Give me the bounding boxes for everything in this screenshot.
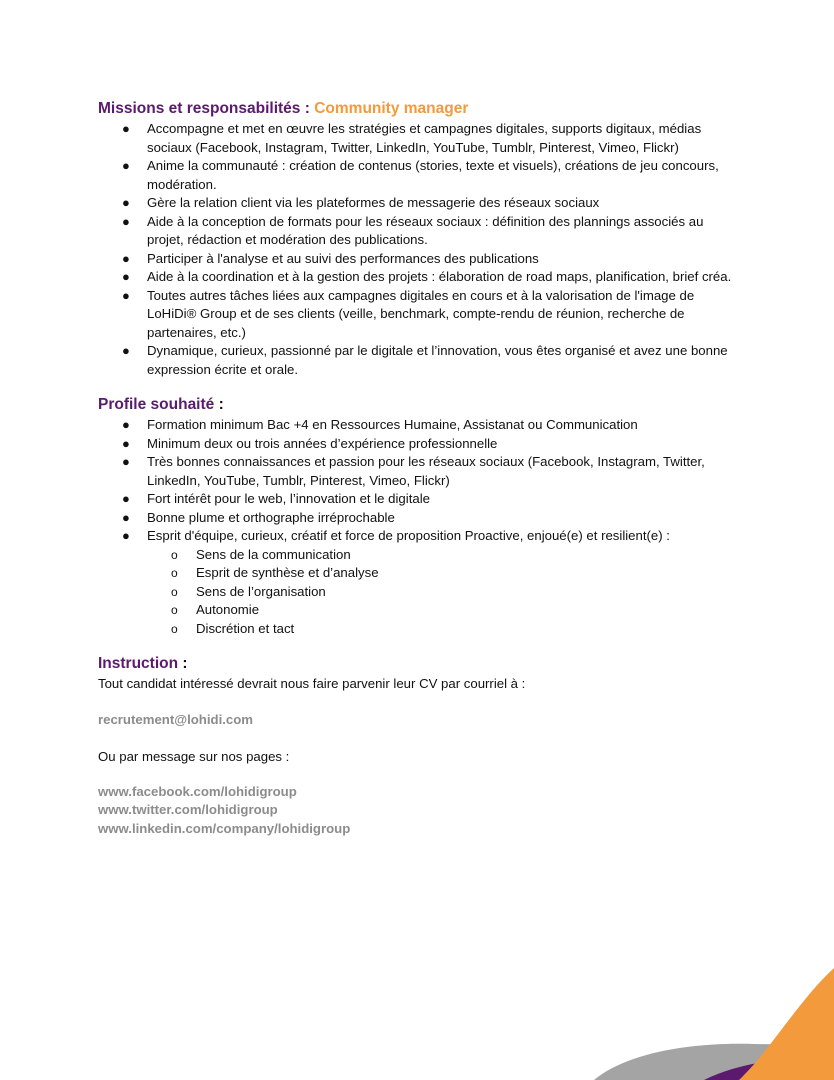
list-item: ● Toutes autres tâches liées aux campagnes digitales en cours et à la valorisation de l'image de LoHiDi® Group et de ses clients (veille, benchmark, compte-rendu de réunion, recherche de partenaires, etc.) [122,287,695,340]
list-item: ● Dynamique, curieux, passionné par le digitale et l’innovation, vous êtes organisé et avez une bonne expression écrite et orale. [122,343,728,377]
bullet-icon: ● [122,195,130,210]
bullet-icon: ● [122,121,130,136]
list-item: ● Participer à l'analyse et au suivi des performances des publications [98,250,738,269]
facebook-link[interactable]: www.facebook.com/lohidigroup [98,783,297,799]
list-item: ● Très bonnes connaissances et passion pour les réseaux sociaux (Facebook, Instagram, Twitter, LinkedIn, YouTube, Tumblr, Pinterest, Vimeo, Flickr) [122,454,705,488]
profile-heading-colon: : [214,396,224,413]
profile-heading [98,394,738,416]
bullet-icon: ● [122,528,130,543]
email-link[interactable]: recrutement@lohidi.com [98,711,254,727]
bullet-icon: ● [122,435,130,451]
circle-bullet-icon: o [171,621,178,636]
bullet-icon: ● [122,269,130,284]
list-item: ● Aide à la conception de formats pour les réseaux sociaux : définition des plannings associés au projet, rédaction et modération des publications. [122,213,704,247]
bullet-icon: ● [122,417,130,432]
bullet-icon: ● [122,509,130,525]
list-item: ● Aide à la coordination et à la gestion des projets : élaboration de road maps, planification, brief créa. [98,268,738,287]
missions-heading [98,98,738,120]
document-page [98,98,738,838]
circle-bullet-icon: o [171,566,178,580]
list-item: ● Esprit d'équipe, curieux, créatif et force de proposition Proactive, enjoué(e) et resilient(e) : [98,527,738,546]
sub-list-item: o Sens de l’organisation [98,583,738,602]
list-item: ● Gère la relation client via les plateformes de messagerie des réseaux sociaux [98,194,738,213]
missions-list [98,120,738,379]
bullet-icon: ● [122,213,130,229]
circle-bullet-icon: o [171,603,178,617]
qualities-sublist [98,546,738,639]
bullet-icon: ● [122,454,130,469]
bullet-icon: ● [122,287,130,303]
list-item: ● Accompagne et met en œuvre les stratégies et campagnes digitales, supports digitaux, médias sociaux (Facebook, Instagram, Twitter, LinkedIn, YouTube, Tumblr, Pinterest, Vimeo, Flickr) [122,121,702,155]
bullet-icon: ● [122,343,130,358]
instruction-heading-label: Instruction [98,655,179,672]
corner-wave-decoration [594,960,834,1080]
pages-text: Ou par message sur nos pages : [98,749,290,764]
list-item: ● Anime la communauté : création de contenus (stories, texte et visuels), créations de jeu concours, modération. [122,158,719,192]
bullet-icon: ● [122,158,130,173]
sub-list-item: o Autonomie [98,601,738,620]
instruction-heading-colon: : [178,655,188,672]
sub-list-item: o Esprit de synthèse et d’analyse [98,564,738,583]
profile-list [98,416,738,546]
role-title: Community manager [314,100,469,117]
bullet-icon: ● [122,491,130,506]
instruction-heading [98,653,738,675]
list-item: ● Formation minimum Bac +4 en Ressources Humaine, Assistanat ou Communication [98,416,738,435]
list-item: ● Fort intérêt pour le web, l’innovation et le digitale [98,490,738,509]
circle-bullet-icon: o [171,547,178,562]
instruction-text: Tout candidat intéressé devrait nous faire parvenir leur CV par courriel à : [98,676,526,691]
missions-heading-label: Missions et responsabilités : [98,100,310,117]
sub-list-item: o Discrétion et tact [98,620,738,639]
bullet-icon: ● [122,250,130,266]
circle-bullet-icon: o [171,584,178,599]
profile-heading-label: Profile souhaité [98,396,215,413]
twitter-link[interactable]: www.twitter.com/lohidigroup [98,802,278,817]
list-item: ● Bonne plume et orthographe irréprochable [98,509,738,528]
sub-list-item: o Sens de la communication [98,546,738,565]
list-item: ● Minimum deux ou trois années d’expérience professionnelle [98,435,738,454]
linkedin-link[interactable]: www.linkedin.com/company/lohidigroup [98,820,351,836]
